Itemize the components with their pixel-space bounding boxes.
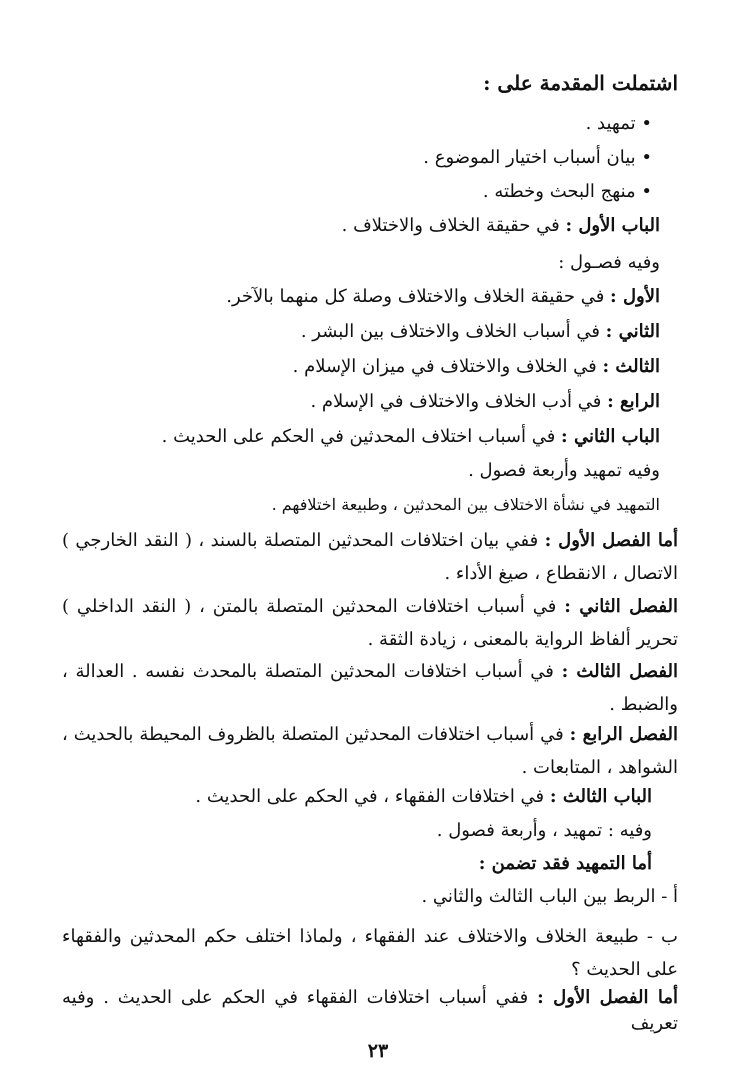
part-three-chapter-1: أما الفصل الأول : ففي أسباب اختلافات الفقهاء في الحكم على الحديث . وفيه تعريف <box>62 987 678 1034</box>
part-two-chapter-3: الفصل الثالث : في أسباب اختلافات المحدثين المتصلة بالمحدث نفسه . العدالة ، والضبط . <box>62 661 678 715</box>
part-one-label: الباب الأول : <box>565 215 660 236</box>
part-two-label: الباب الثاني : <box>561 426 660 447</box>
bullet-method: • منهج البحث وخطته . <box>483 179 652 205</box>
part-two-line: الباب الثاني : في أسباب اختلاف المحدثين في الحكم على الحديث . <box>161 426 660 447</box>
part-two-chapter-1: أما الفصل الأول : ففي بيان اختلافات المحدثين المتصلة بالسند ، ( النقد الخارجي ) الاتصال ، الانقطاع ، صيغ الأداء . <box>62 530 678 584</box>
part-one-chapter-3: الثالث : في الخلاف والاختلاف في ميزان الإسلام . <box>292 356 660 377</box>
part-one-intro: وفيه فصـول : <box>558 252 660 273</box>
part-three-tamhid-heading: أما التمهيد فقد تضمن : <box>478 853 652 874</box>
part-two-intro: وفيه تمهيد وأربعة فصول . <box>468 460 660 481</box>
part-two-chapter-4: الفصل الرابع : في أسباب اختلافات المحدثين المتصلة بالظروف المحيطة بالحديث ، الشواهد ، المتابعات . <box>62 724 678 778</box>
part-three-item-a: أ - الربط بين الباب الثالث والثاني . <box>421 886 678 907</box>
part-three-line: الباب الثالث : في اختلافات الفقهاء ، في الحكم على الحديث . <box>195 786 652 807</box>
part-three-label: الباب الثالث : <box>549 786 652 807</box>
bullet-reasons: • بيان أسباب اختيار الموضوع . <box>423 145 652 171</box>
part-one-line: الباب الأول : في حقيقة الخلاف والاختلاف . <box>341 215 660 236</box>
part-one-chapter-2: الثاني : في أسباب الخلاف والاختلاف بين البشر . <box>300 321 660 342</box>
part-one-chapter-1: الأول : في حقيقة الخلاف والاختلاف وصلة كل منهما بالآخر. <box>226 286 660 307</box>
part-two-tamhid: التمهيد في نشأة الاختلاف بين المحدثين ، وطبيعة اختلافهم . <box>271 495 660 514</box>
part-two-chapter-2: الفصل الثاني : في أسباب اختلافات المحدثين المتصلة بالمتن ، ( النقد الداخلي ) تحرير ألفاظ الرواية بالمعنى ، زيادة الثقة . <box>62 596 678 650</box>
part-three-intro: وفيه : تمهيد ، وأربعة فصول . <box>436 820 652 841</box>
part-three-item-b: ب - طبيعة الخلاف والاختلاف عند الفقهاء ، ولماذا اختلف حكم المحدثين والفقهاء على الحديث ؟ <box>62 926 678 980</box>
bullet-intro: • تمهيد . <box>586 111 652 137</box>
section-heading: اشتملت المقدمة على : <box>483 71 678 95</box>
page-number: ٢٣ <box>367 1040 389 1062</box>
part-one-chapter-4: الرابع : في أدب الخلاف والاختلاف في الإسلام . <box>310 391 660 412</box>
